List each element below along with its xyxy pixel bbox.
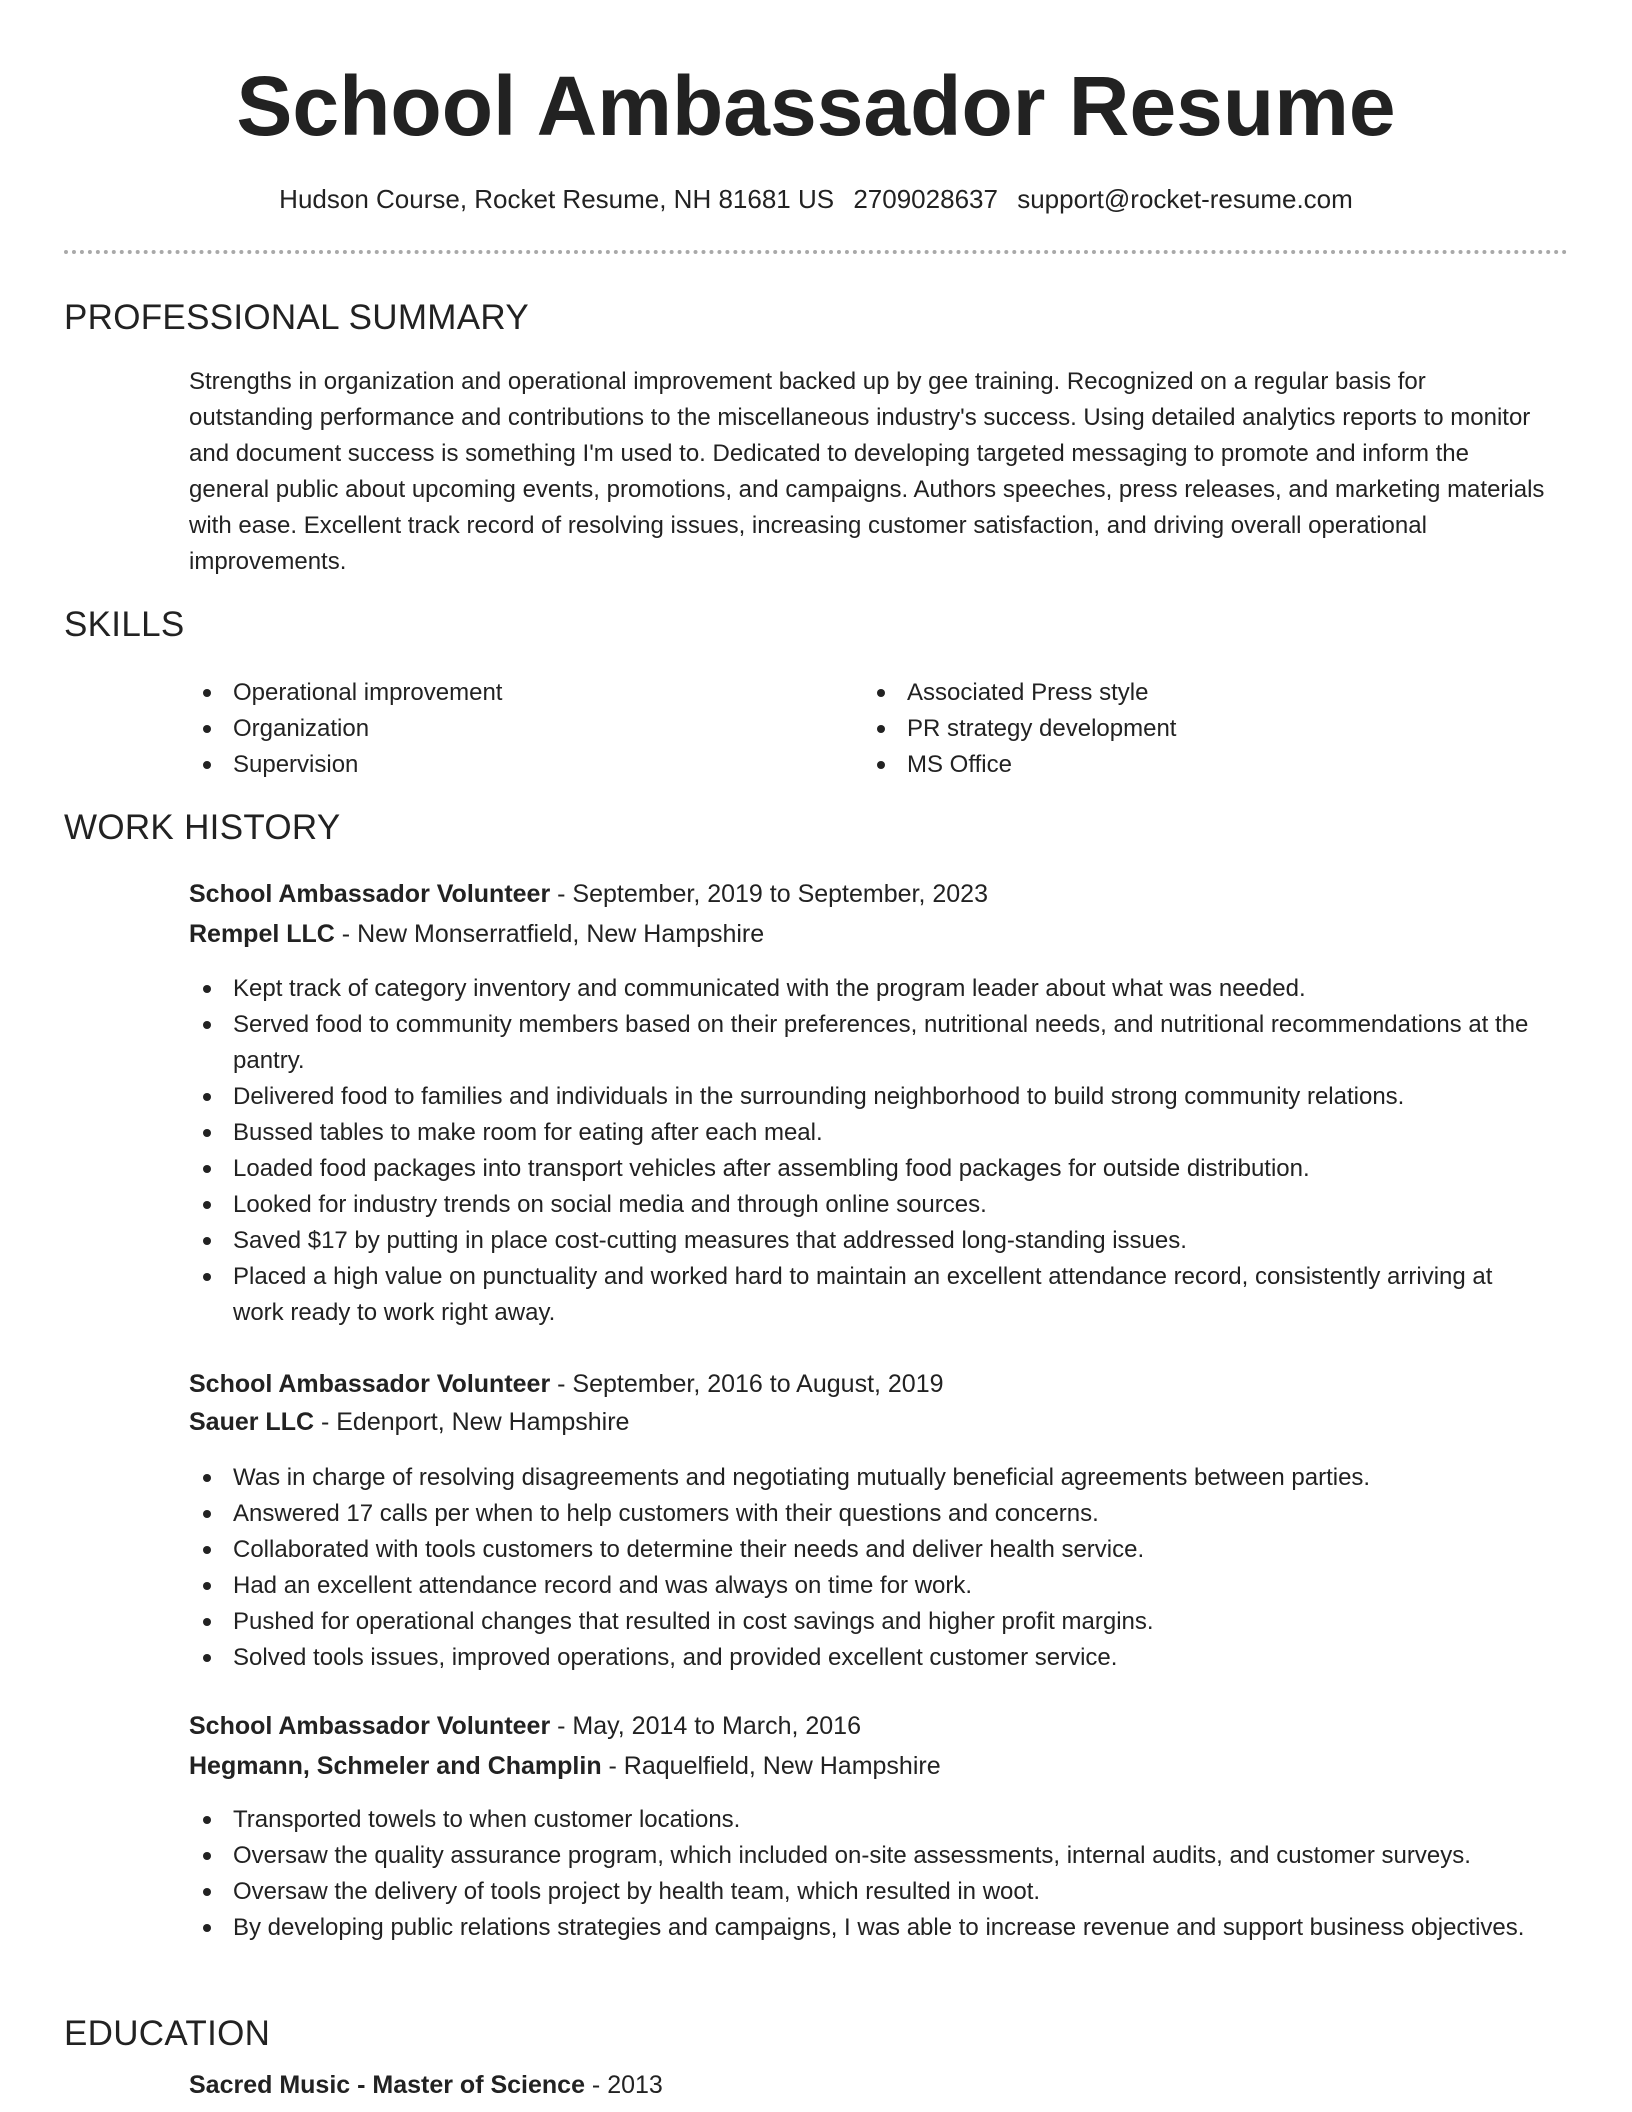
- job-bullet: Saved $17 by putting in place cost-cutting measures that addressed long-standing issues.: [189, 1223, 1549, 1259]
- job-company: Hegmann, Schmeler and Champlin: [189, 1752, 602, 1780]
- job-bullet: Solved tools issues, improved operations, and provided excellent customer service.: [189, 1640, 1549, 1676]
- skills-list-right: [863, 675, 1543, 783]
- skill-item: MS Office: [863, 747, 1543, 783]
- job-bullet: Pushed for operational changes that resulted in cost savings and higher profit margins.: [189, 1604, 1549, 1640]
- resume-title: School Ambassador Resume: [236, 59, 1396, 153]
- job-bullet: Loaded food packages into transport vehicles after assembling food packages for outside distribution.: [189, 1151, 1549, 1187]
- job-bullet: Oversaw the delivery of tools project by health team, which resulted in woot.: [189, 1874, 1549, 1910]
- job-dates: - May, 2014 to March, 2016: [550, 1712, 861, 1740]
- job-location: - Raquelfield, New Hampshire: [601, 1752, 941, 1780]
- job-bullet: By developing public relations strategies and campaigns, I was able to increase revenue and support business objectives.: [189, 1910, 1549, 1946]
- job-bullet: Transported towels to when customer locations.: [189, 1802, 1549, 1838]
- summary-text: Strengths in organization and operational improvement backed up by gee training. Recognized on a regular basis for outstanding performance and contributions to the miscellaneous industry's success. Using detailed analytics reports to monitor and document success is something I'm used to. Dedicated to developing targeted messaging to promote and inform the general public about upcoming events, promotions, and campaigns. Authors speeches, press releases, and marketing materials with ease. Excellent track record of resolving issues, increasing customer satisfaction, and driving overall operational improvements.: [189, 368, 1545, 575]
- contact-address: Hudson Course, Rocket Resume, NH 81681 US: [279, 184, 835, 214]
- job-bullet: Had an excellent attendance record and was always on time for work.: [189, 1568, 1549, 1604]
- job-employer: [189, 1405, 629, 1439]
- job-bullet: Collaborated with tools customers to determine their needs and deliver health service.: [189, 1532, 1549, 1568]
- job-bullets: [189, 1802, 1549, 1946]
- skill-item: Supervision: [189, 747, 809, 783]
- skill-item: PR strategy development: [863, 711, 1543, 747]
- job-bullets: [189, 1460, 1549, 1676]
- job-employer: [189, 917, 764, 951]
- job-bullets: [189, 971, 1549, 1331]
- skill-item: Associated Press style: [863, 675, 1543, 711]
- contact-phone: 2709028637: [853, 184, 998, 214]
- job-bullet: Served food to community members based on their preferences, nutritional needs, and nutritional recommendations at the pantry.: [189, 1007, 1549, 1079]
- job-dates: - September, 2019 to September, 2023: [550, 880, 988, 908]
- skill-item: Operational improvement: [189, 675, 809, 711]
- job-bullet: Oversaw the quality assurance program, which included on-site assessments, internal audits, and customer surveys.: [189, 1838, 1549, 1874]
- job-bullet: Kept track of category inventory and communicated with the program leader about what was needed.: [189, 971, 1549, 1007]
- contact-email: support@rocket-resume.com: [1017, 184, 1353, 214]
- education-degree: Sacred Music - Master of Science: [189, 2071, 585, 2099]
- job-bullet: Looked for industry trends on social media and through online sources.: [189, 1187, 1549, 1223]
- header-divider: [64, 250, 1568, 254]
- job-company: Rempel LLC: [189, 920, 335, 948]
- skills-list-left: [189, 675, 809, 783]
- job-bullet: Delivered food to families and individuals in the surrounding neighborhood to build strong community relations.: [189, 1079, 1549, 1115]
- job-header: [189, 1709, 861, 1743]
- job-bullet: Was in charge of resolving disagreements and negotiating mutually beneficial agreements between parties.: [189, 1460, 1549, 1496]
- education-entry: [189, 2068, 663, 2102]
- skills-heading: SKILLS: [64, 605, 185, 644]
- contact-line: [0, 183, 1632, 215]
- job-location: - New Monserratfield, New Hampshire: [334, 920, 765, 948]
- job-header: [189, 1367, 944, 1401]
- summary-heading: PROFESSIONAL SUMMARY: [64, 298, 529, 337]
- job-dates: - September, 2016 to August, 2019: [550, 1370, 944, 1398]
- education-heading: EDUCATION: [64, 2014, 271, 2053]
- job-bullet: Answered 17 calls per when to help customers with their questions and concerns.: [189, 1496, 1549, 1532]
- job-bullet: Bussed tables to make room for eating after each meal.: [189, 1115, 1549, 1151]
- job-role: School Ambassador Volunteer: [189, 1712, 551, 1740]
- education-year: - 2013: [584, 2071, 663, 2099]
- skill-item: Organization: [189, 711, 809, 747]
- job-header: [189, 877, 988, 911]
- job-role: School Ambassador Volunteer: [189, 1370, 551, 1398]
- job-employer: [189, 1749, 941, 1783]
- job-company: Sauer LLC: [189, 1408, 315, 1436]
- job-bullet: Placed a high value on punctuality and worked hard to maintain an excellent attendance record, consistently arriving at work ready to work right away.: [189, 1259, 1549, 1331]
- job-role: School Ambassador Volunteer: [189, 880, 551, 908]
- job-location: - Edenport, New Hampshire: [314, 1408, 630, 1436]
- work-heading: WORK HISTORY: [64, 808, 341, 847]
